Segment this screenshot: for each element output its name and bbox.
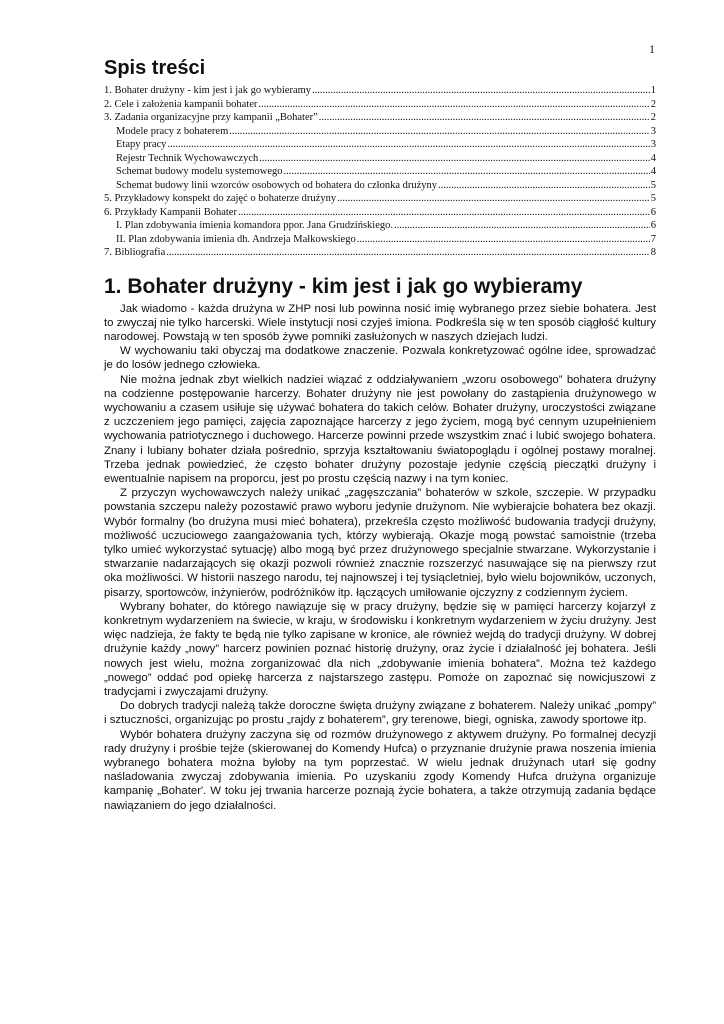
toc-entry[interactable] [104,206,656,220]
toc-leader-dots [337,192,650,206]
toc-title: Spis treści [104,57,206,79]
toc-entry-label: Modele pracy z bohaterem [116,125,229,137]
section-heading: 1. Bohater drużyny - kim jest i jak go wybieramy [104,274,583,298]
toc-entry-page: 6 [650,220,656,231]
toc-leader-dots [238,206,650,220]
toc-entry-page: 2 [650,98,656,110]
toc-entry-page: 4 [650,152,656,164]
toc-entry-page: 4 [650,166,656,177]
toc-entry-page: 3 [650,139,656,150]
toc-entry-page: 2 [650,112,656,123]
page-number: 1 [649,42,655,56]
toc-entry-label: II. Plan zdobywania imienia dh. Andrzeja Małkowskiego [116,233,356,245]
toc-entry-page: 8 [650,247,656,258]
toc-entry-page: 1 [650,85,656,96]
toc-leader-dots [312,84,650,98]
toc-entry[interactable] [104,246,656,260]
body-paragraph: W wychowaniu taki obyczaj ma dodatkowe znaczenie. Pozwala konkretyzować ogólne idee, sprowadzać je do losów jednego człowieka. [104,345,656,372]
toc-entry-label: Etapy pracy [116,139,167,150]
toc-entry-label: 1. Bohater drużyny - kim jest i jak go wybieramy [104,85,312,96]
toc-entry-label: Schemat budowy linii wzorców osobowych od bohatera do członka drużyny [116,179,438,191]
toc-entry[interactable] [104,98,656,112]
toc-entry-label: Schemat budowy modelu systemowego [116,166,283,177]
toc-leader-dots [229,125,650,139]
body-paragraph: Nie można jednak zbyt wielkich nadziei wiązać z oddziaływaniem „wzoru osobowego” bohatera drużyny na codzienne postępowanie harcerzy. Bohater drużyny nie jest powołany do zastąpienia drużynowego w wychowaniu a czasem usiłuje się używać bohatera do takich celów. Bohater drużyny, uroczystości związane z uczczeniem jego pamięci, zajęcia zapoznające harcerzy z jego życiem, mogą być cennym uzupełnieniem wychowania patriotycznego i duchowego. Harcerze powinni przede wszystkim znać i lubić swojego bohatera. Znany i lubiany bohater działa pośrednio, sprzyja kształtowaniu światopoglądu i ogólnej postawy moralnej. Trzeba jednak powiedzieć, że często bohater drużyny pozostaje jedynie częścią pieczątki drużyny i ewentualnie napisem na proporcu, jest po prostu częścią nazwy i na tym koniec. [104,373,656,485]
toc-entry[interactable] [104,84,656,98]
toc-entry[interactable] [104,152,656,166]
toc-entry-page: 7 [650,233,656,245]
toc-entry-label: 5. Przykładowy konspekt do zajęć o bohaterze drużyny [104,193,337,204]
toc-leader-dots [258,98,649,112]
toc-leader-dots [357,233,650,247]
toc-leader-dots [319,111,650,125]
toc-entry-label: 7. Bibliografia [104,247,166,258]
toc-entry-page: 5 [650,193,656,204]
table-of-contents [104,84,656,260]
toc-entry-page: 3 [650,125,656,137]
toc-leader-dots [284,165,650,179]
toc-entry[interactable] [104,179,656,193]
toc-leader-dots [259,152,649,166]
document-page [104,40,656,813]
toc-entry[interactable] [104,219,656,233]
section-body [104,302,656,813]
toc-entry-label: I. Plan zdobywania imienia komandora ppor. Jana Grudzińskiego. [116,220,394,231]
toc-entry[interactable] [104,192,656,206]
toc-leader-dots [166,246,650,260]
toc-entry[interactable] [104,111,656,125]
toc-entry-label: Rejestr Technik Wychowawczych [116,152,259,164]
toc-entry[interactable] [104,233,656,247]
toc-leader-dots [167,138,649,152]
toc-entry-page: 6 [650,206,656,218]
toc-entry[interactable] [104,125,656,139]
toc-entry-page: 5 [650,179,656,191]
body-paragraph: Z przyczyn wychowawczych należy unikać „zagęszczania” bohaterów w szkole, szczepie. W przypadku powstania szczepu należy pozostawić prawo wyboru jedynie drużynom. Nie wybierajcie bohatera bez okazji. Wybór formalny (bo drużyna musi mieć bohatera), przekreśla często możliwość budowania tradycji drużyny, możliwość uczuciowego zaangażowania tych, którzy wybierają. Okazje mogą powstać samoistnie (trzeba tylko umieć wykorzystać sytuację) albo mogą być przez drużynowego specjalnie stwarzane. Wykorzystanie i stwarzanie nadarzających się okazji pozwoli również znacznie rozszerzyć nasuwające się na pierwszy rzut oka możliwości. W historii naszego narodu, tej najnowszej i tej tysiącletniej, było wielu bojowników, uczonych, pisarzy, sportowców, inżynierów, podróżników itp. łączących umiłowanie ojczyzny z codziennym życiem. [104,487,656,599]
toc-entry-label: 3. Zadania organizacyjne przy kampanii „Bohater” [104,112,318,123]
body-paragraph: Wybór bohatera drużyny zaczyna się od rozmów drużynowego z aktywem drużyny. Po formalnej decyzji rady drużyny i prośbie tejże (skierowanej do Komendy Hufca) o przyznanie drużynie prawa noszenia imienia wybranego bohatera można byłoby na tym poprzestać. W wielu jednak drużynach utarł się godny naśladowania zwyczaj zdobywania imienia. Po uzyskaniu zgody Komendy Hufca drużyna organizuje kampanię „Bohater'. W toku jej trwania harcerze poznają życie bohatera, a także otrzymują zadania będące nawiązaniem do jego działalności. [104,728,656,812]
toc-leader-dots [438,179,650,193]
body-paragraph: Do dobrych tradycji należą także doroczne święta drużyny związane z bohaterem. Należy unikać „pompy” i sztuczności, organizując po prostu „rajdy z bohaterem”, gry terenowe, biegi, ogniska, zawody sportowe itp. [104,700,656,727]
body-paragraph: Jak wiadomo - każda drużyna w ZHP nosi lub powinna nosić imię wybranego przez siebie bohatera. Jest to zwyczaj nie tylko harcerski. Wiele instytucji nosi czyjeś imiona. Podkreśla się w ten sposób ciągłość kultury narodowej. Powstają w ten sposób żywe pomniki zasłużonych w naszych dziejach ludzi. [104,302,656,343]
toc-entry-label: 2. Cele i założenia kampanii bohater [104,98,258,110]
toc-entry-label: 6. Przykłady Kampanii Bohater [104,206,237,218]
toc-leader-dots [394,219,650,233]
toc-entry[interactable] [104,138,656,152]
toc-entry[interactable] [104,165,656,179]
body-paragraph: Wybrany bohater, do którego nawiązuje się w pracy drużyny, będzie się w pamięci harcerzy kojarzył z konkretnym wydarzeniem na świecie, w kraju, w środowisku i konkretnym wydarzeniem w życiu drużyny. Jest więc nadzieja, że fakty te będą nie tylko zapisane w kronice, ale również wejdą do tradycji drużyny. W dobrej drużynie każdy „nowy” harcerz powinien poznać historię drużyny, oraz życie i działalność jej bohatera. Jeśli nowych jest wielu, można zorganizować dla nich „zdobywanie imienia bohatera”. Można też każdego „nowego” oddać pod opiekę harcerza z najstarszego zastępu. Pomoże on zapoznać się nowicjuszowi z tradycjami i zwyczajami drużyny. [104,600,656,698]
